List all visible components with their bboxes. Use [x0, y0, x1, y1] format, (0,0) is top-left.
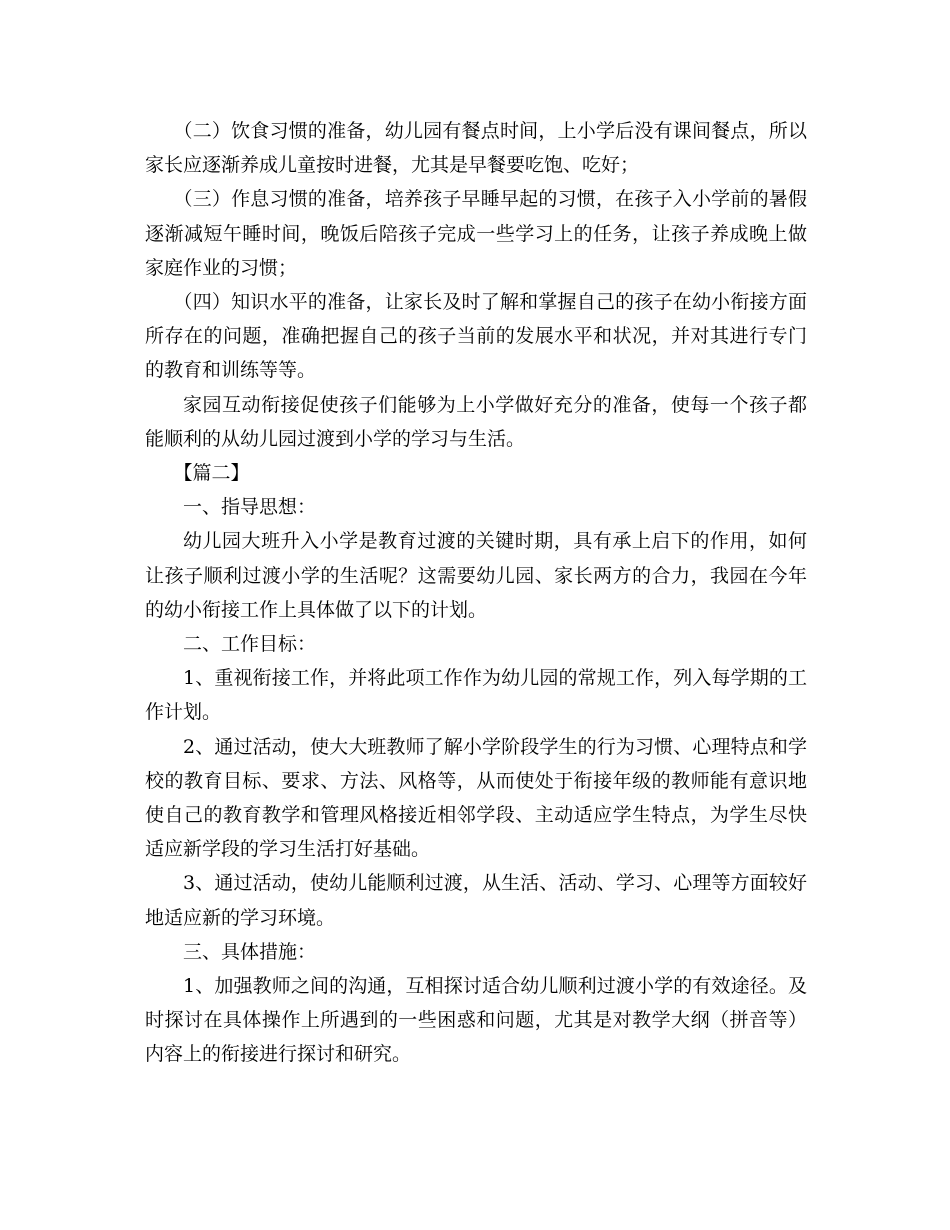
- paragraph-rest-habits: （三）作息习惯的准备，培养孩子早睡早起的习惯，在孩子入小学前的暑假逐渐减短午睡时间，晚饭后陪孩子完成一些学习上的任务，让孩子养成晚上做家庭作业的习惯；: [145, 188, 807, 279]
- document-body: [145, 114, 807, 1072]
- paragraph-ideology-body: 幼儿园大班升入小学是教育过渡的关键时期，具有承上启下的作用，如何让孩子顺利过渡小学的生活呢？这需要幼儿园、家长两方的合力，我园在今年的幼小衔接工作上具体做了以下的计划。: [145, 530, 807, 621]
- paragraph-knowledge-level: （四）知识水平的准备，让家长及时了解和掌握自己的孩子在幼小衔接方面所存在的问题，准确把握自己的孩子当前的发展水平和状况，并对其进行专门的教育和训练等等。: [145, 291, 807, 382]
- paragraph-measure-1: 1、加强教师之间的沟通，互相探讨适合幼儿顺利过渡小学的有效途径。及时探讨在具体操作上所遇到的一些困惑和问题，尤其是对教学大纲（拼音等）内容上的衔接进行探讨和研究。: [145, 975, 807, 1066]
- paragraph-goal-2: 2、通过活动，使大大班教师了解小学阶段学生的行为习惯、心理特点和学校的教育目标、要求、方法、风格等，从而使处于衔接年级的教师能有意识地使自己的教育教学和管理风格接近相邻学段、主动适应学生特点，为学生尽快适应新学段的学习生活打好基础。: [145, 735, 807, 861]
- heading-guiding-ideology: 一、指导思想：: [183, 496, 317, 519]
- paragraph-goal-3: 3、通过活动，使幼儿能顺利过渡，从生活、活动、学习、心理等方面较好地适应新的学习环境。: [145, 872, 807, 929]
- section-heading-part-two: 【篇二】: [173, 462, 250, 485]
- heading-work-goals: 二、工作目标：: [183, 633, 317, 656]
- paragraph-diet-habits: （二）饮食习惯的准备，幼儿园有餐点时间，上小学后没有课间餐点，所以家长应逐渐养成儿童按时进餐，尤其是早餐要吃饱、吃好；: [145, 120, 807, 177]
- paragraph-home-school-link: 家园互动衔接促使孩子们能够为上小学做好充分的准备，使每一个孩子都能顺利的从幼儿园过渡到小学的学习与生活。: [145, 393, 807, 450]
- heading-specific-measures: 三、具体措施：: [183, 940, 317, 963]
- paragraph-goal-1: 1、重视衔接工作，并将此项工作作为幼儿园的常规工作，列入每学期的工作计划。: [145, 667, 807, 724]
